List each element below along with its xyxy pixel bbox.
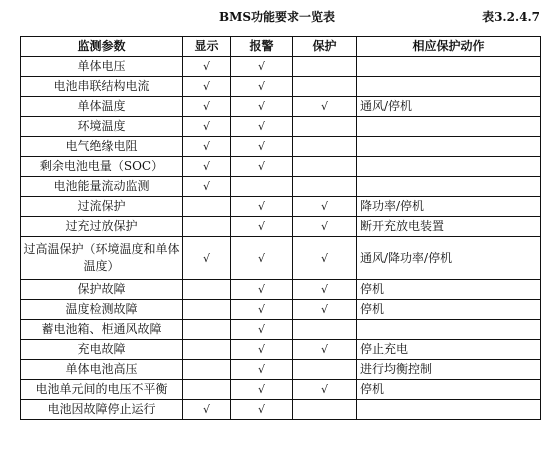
cell-protect: √ — [293, 340, 357, 360]
table-row — [21, 157, 541, 177]
cell-protect — [293, 157, 357, 177]
cell-param: 电池能量流动监测 — [21, 177, 183, 197]
cell-protect — [293, 177, 357, 197]
cell-action — [357, 320, 541, 340]
cell-display: √ — [183, 137, 231, 157]
cell-protect: √ — [293, 300, 357, 320]
cell-protect: √ — [293, 197, 357, 217]
table-row — [21, 280, 541, 300]
cell-display: √ — [183, 57, 231, 77]
cell-param: 单体电压 — [21, 57, 183, 77]
cell-display: √ — [183, 97, 231, 117]
table-row — [21, 400, 541, 420]
cell-protect: √ — [293, 237, 357, 280]
header-param: 监测参数 — [21, 37, 183, 57]
cell-param: 保护故障 — [21, 280, 183, 300]
cell-alarm: √ — [231, 197, 293, 217]
cell-alarm: √ — [231, 400, 293, 420]
cell-param: 电池单元间的电压不平衡 — [21, 380, 183, 400]
table-row — [21, 320, 541, 340]
cell-action — [357, 157, 541, 177]
cell-alarm: √ — [231, 300, 293, 320]
header-protect: 保护 — [293, 37, 357, 57]
cell-alarm: √ — [231, 157, 293, 177]
cell-param: 过高温保护（环境温度和单体温度） — [21, 237, 183, 280]
cell-display: √ — [183, 177, 231, 197]
cell-display — [183, 360, 231, 380]
table-row — [21, 217, 541, 237]
table-number: 表3.2.4.7 — [482, 10, 540, 24]
cell-protect — [293, 77, 357, 97]
cell-display — [183, 320, 231, 340]
cell-alarm: √ — [231, 77, 293, 97]
cell-display: √ — [183, 117, 231, 137]
cell-alarm: √ — [231, 217, 293, 237]
cell-alarm: √ — [231, 340, 293, 360]
cell-action: 通风/降功率/停机 — [357, 237, 541, 280]
table-row — [21, 380, 541, 400]
table-row — [21, 340, 541, 360]
cell-protect — [293, 360, 357, 380]
header-row — [21, 37, 541, 57]
cell-alarm — [231, 177, 293, 197]
table-body — [21, 57, 541, 420]
cell-param: 电池串联结构电流 — [21, 77, 183, 97]
cell-action — [357, 77, 541, 97]
table-row — [21, 237, 541, 280]
cell-param: 过流保护 — [21, 197, 183, 217]
cell-protect — [293, 57, 357, 77]
cell-protect — [293, 320, 357, 340]
table-row — [21, 300, 541, 320]
bms-function-table — [20, 36, 541, 420]
cell-action: 停机 — [357, 380, 541, 400]
cell-protect — [293, 400, 357, 420]
cell-action: 进行均衡控制 — [357, 360, 541, 380]
table-row — [21, 97, 541, 117]
cell-alarm: √ — [231, 360, 293, 380]
cell-alarm: √ — [231, 380, 293, 400]
cell-protect — [293, 117, 357, 137]
cell-display — [183, 197, 231, 217]
cell-param: 单体温度 — [21, 97, 183, 117]
cell-display — [183, 380, 231, 400]
cell-action: 停机 — [357, 300, 541, 320]
cell-action: 停止充电 — [357, 340, 541, 360]
cell-alarm: √ — [231, 97, 293, 117]
cell-display — [183, 217, 231, 237]
cell-param: 蓄电池箱、柜通风故障 — [21, 320, 183, 340]
cell-alarm: √ — [231, 320, 293, 340]
cell-param: 单体电池高压 — [21, 360, 183, 380]
cell-param: 过充过放保护 — [21, 217, 183, 237]
header-display: 显示 — [183, 37, 231, 57]
cell-display: √ — [183, 237, 231, 280]
cell-protect: √ — [293, 97, 357, 117]
cell-param: 充电故障 — [21, 340, 183, 360]
cell-action — [357, 117, 541, 137]
cell-action: 通风/停机 — [357, 97, 541, 117]
table-row — [21, 117, 541, 137]
cell-param: 环境温度 — [21, 117, 183, 137]
cell-alarm: √ — [231, 57, 293, 77]
cell-protect: √ — [293, 280, 357, 300]
cell-protect: √ — [293, 217, 357, 237]
cell-action — [357, 177, 541, 197]
cell-param: 剩余电池电量（SOC） — [21, 157, 183, 177]
cell-display — [183, 300, 231, 320]
cell-display — [183, 280, 231, 300]
cell-param: 电气绝缘电阻 — [21, 137, 183, 157]
cell-display: √ — [183, 157, 231, 177]
table-row — [21, 360, 541, 380]
table-title: BMS功能要求一览表 — [218, 10, 336, 24]
cell-action: 断开充放电装置 — [357, 217, 541, 237]
table-row — [21, 57, 541, 77]
cell-alarm: √ — [231, 280, 293, 300]
cell-alarm: √ — [231, 117, 293, 137]
cell-param: 电池因故障停止运行 — [21, 400, 183, 420]
cell-protect: √ — [293, 380, 357, 400]
cell-action — [357, 400, 541, 420]
header-action: 相应保护动作 — [357, 37, 541, 57]
cell-action — [357, 57, 541, 77]
table-row — [21, 137, 541, 157]
cell-display: √ — [183, 77, 231, 97]
cell-action: 降功率/停机 — [357, 197, 541, 217]
cell-display — [183, 340, 231, 360]
cell-param: 温度检测故障 — [21, 300, 183, 320]
table-row — [21, 177, 541, 197]
table-row — [21, 197, 541, 217]
table-row — [21, 77, 541, 97]
cell-display: √ — [183, 400, 231, 420]
cell-alarm: √ — [231, 237, 293, 280]
cell-protect — [293, 137, 357, 157]
table-caption — [0, 8, 554, 26]
header-alarm: 报警 — [231, 37, 293, 57]
cell-action — [357, 137, 541, 157]
cell-action: 停机 — [357, 280, 541, 300]
cell-alarm: √ — [231, 137, 293, 157]
